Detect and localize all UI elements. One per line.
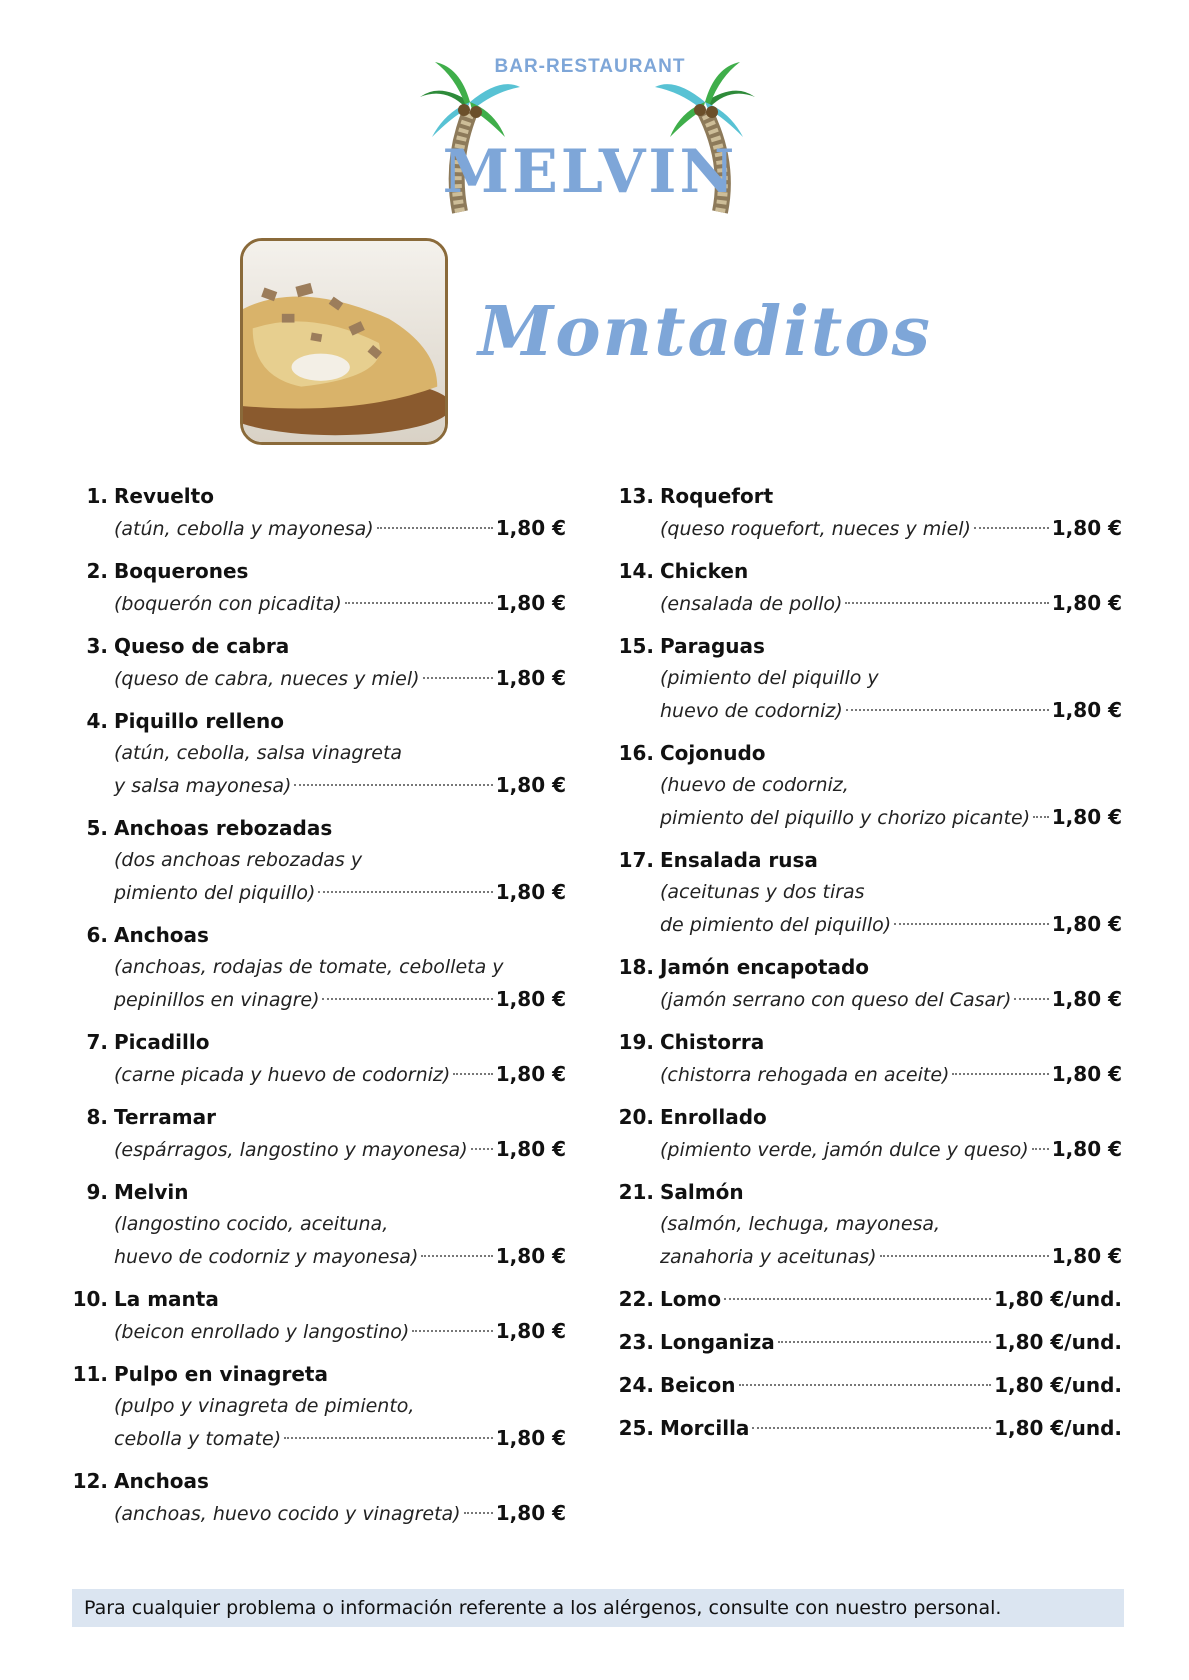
item-spacer xyxy=(612,726,1122,737)
dotted-leader xyxy=(453,1073,492,1075)
menu-item-name: Longaniza xyxy=(660,1330,775,1354)
menu-item-description: (langostino cocido, aceituna, xyxy=(114,1213,389,1235)
menu-item-title-row xyxy=(612,844,1122,876)
dotted-leader xyxy=(412,1330,492,1332)
menu-item-name: Revuelto xyxy=(114,484,214,508)
menu-item-number: 25. xyxy=(618,1416,654,1440)
menu-item-name: Salmón xyxy=(660,1180,744,1204)
menu-item xyxy=(66,630,566,694)
item-spacer xyxy=(66,1165,566,1176)
menu-item-title-row xyxy=(66,1358,566,1390)
menu-item-description-line xyxy=(114,951,566,983)
menu-item-description-line xyxy=(660,662,1122,694)
menu-item-number: 22. xyxy=(618,1287,654,1311)
menu-item-description-line xyxy=(114,1497,566,1529)
brand-name-text: MELVIN xyxy=(442,137,738,207)
dotted-leader xyxy=(284,1437,493,1439)
item-spacer xyxy=(612,940,1122,951)
menu-item xyxy=(66,1176,566,1272)
menu-item-description-line xyxy=(660,1208,1122,1240)
menu-item-name: Paraguas xyxy=(660,634,765,658)
menu-item-name: Morcilla xyxy=(660,1416,750,1440)
menu-item-price: 1,80 € xyxy=(495,1319,566,1343)
menu-item xyxy=(612,1326,1122,1358)
menu-item xyxy=(66,812,566,908)
menu-item xyxy=(66,919,566,1015)
menu-item-number: 13. xyxy=(618,484,654,508)
menu-item-description-line xyxy=(660,876,1122,908)
montadito-photo xyxy=(240,238,448,445)
menu-item-description-line xyxy=(660,801,1122,833)
menu-item-description: (dos anchoas rebozadas y xyxy=(114,849,363,871)
menu-item-number: 3. xyxy=(86,634,108,658)
menu-item-number: 24. xyxy=(618,1373,654,1397)
menu-item-description: zanahoria y aceitunas) xyxy=(660,1246,877,1268)
menu-item-description-line xyxy=(114,1422,566,1454)
menu-item-title-row xyxy=(66,1176,566,1208)
menu-item-title-row xyxy=(66,1101,566,1133)
menu-item-name: Melvin xyxy=(114,1180,189,1204)
menu-item-description: huevo de codorniz y mayonesa) xyxy=(114,1246,419,1268)
item-spacer xyxy=(66,1454,566,1465)
menu-item-title-row xyxy=(612,555,1122,587)
menu-item-title-row xyxy=(66,1283,566,1315)
menu-item-number: 2. xyxy=(86,559,108,583)
menu-item-price: 1,80 € xyxy=(495,880,566,904)
menu-item xyxy=(612,555,1122,619)
menu-item-title-row xyxy=(66,919,566,951)
dotted-leader xyxy=(318,891,492,893)
menu-column-left xyxy=(66,480,566,1540)
menu-item-name: Queso de cabra xyxy=(114,634,290,658)
menu-item-description-line xyxy=(660,983,1122,1015)
item-spacer xyxy=(612,1401,1122,1412)
menu-item-description-line xyxy=(660,769,1122,801)
menu-item-description: de pimiento del piquillo) xyxy=(660,914,892,936)
menu-item-description: cebolla y tomate) xyxy=(114,1428,282,1450)
item-spacer xyxy=(612,833,1122,844)
menu-item-price: 1,80 € xyxy=(495,1244,566,1268)
menu-item-number: 14. xyxy=(618,559,654,583)
menu-item-price: 1,80 € xyxy=(495,516,566,540)
item-spacer xyxy=(612,1315,1122,1326)
menu-item-description: (atún, cebolla y mayonesa) xyxy=(114,518,374,540)
menu-item-description: (boquerón con picadita) xyxy=(114,593,342,615)
menu-item-title-row xyxy=(612,480,1122,512)
menu-item-description: pepinillos en vinagre) xyxy=(114,989,320,1011)
menu-item-description-line xyxy=(114,983,566,1015)
menu-item-description-line xyxy=(660,694,1122,726)
menu-item-description-line xyxy=(114,1315,566,1347)
menu-item-title-row xyxy=(66,705,566,737)
menu-item xyxy=(66,480,566,544)
menu-item-price: 1,80 € xyxy=(1051,591,1122,615)
menu-item xyxy=(612,1412,1122,1444)
menu-item-description-line xyxy=(114,1208,566,1240)
dotted-leader xyxy=(471,1148,493,1150)
menu-item-name: Jamón encapotado xyxy=(660,955,870,979)
dotted-leader xyxy=(894,923,1049,925)
menu-item-number: 5. xyxy=(86,816,108,840)
menu-item-name: Anchoas rebozadas xyxy=(114,816,333,840)
menu-item xyxy=(612,951,1122,1015)
item-spacer xyxy=(612,544,1122,555)
menu-item-price: 1,80 € xyxy=(495,1062,566,1086)
item-spacer xyxy=(612,1015,1122,1026)
dotted-leader xyxy=(974,527,1049,529)
menu-item xyxy=(612,844,1122,940)
menu-item-title-row xyxy=(66,812,566,844)
dotted-leader xyxy=(345,602,493,604)
menu-item-description-line xyxy=(114,662,566,694)
dotted-leader xyxy=(880,1255,1049,1257)
menu-item-title-row xyxy=(66,480,566,512)
menu-item-price: 1,80 €/und. xyxy=(994,1330,1122,1354)
menu-item-title-row xyxy=(612,1412,1122,1444)
menu-item-name: Beicon xyxy=(660,1373,736,1397)
item-spacer xyxy=(66,1090,566,1101)
menu-item-description-line xyxy=(114,1133,566,1165)
menu-item-name: Chistorra xyxy=(660,1030,765,1054)
menu-item-title-row xyxy=(612,951,1122,983)
menu-item-description: (anchoas, huevo cocido y vinagreta) xyxy=(114,1503,461,1525)
menu-item-number: 21. xyxy=(618,1180,654,1204)
menu-item-title-row xyxy=(612,1101,1122,1133)
menu-item-number: 18. xyxy=(618,955,654,979)
menu-item xyxy=(612,737,1122,833)
menu-item-price: 1,80 € xyxy=(495,1426,566,1450)
menu-item xyxy=(612,630,1122,726)
menu-item-description-line xyxy=(660,1133,1122,1165)
menu-item-title-row xyxy=(66,1026,566,1058)
menu-item xyxy=(66,1026,566,1090)
menu-item-description-line xyxy=(114,587,566,619)
item-spacer xyxy=(66,1347,566,1358)
menu-item-description-line xyxy=(114,769,566,801)
menu-item-description-line xyxy=(114,844,566,876)
menu-item xyxy=(66,1283,566,1347)
menu-item-price: 1,80 € xyxy=(495,773,566,797)
menu-item-number: 23. xyxy=(618,1330,654,1354)
dotted-leader xyxy=(1014,998,1048,1000)
menu-item-description: (pulpo y vinagreta de pimiento, xyxy=(114,1395,415,1417)
restaurant-logo xyxy=(420,52,760,228)
menu-item-price: 1,80 € xyxy=(495,1137,566,1161)
menu-item-name: Ensalada rusa xyxy=(660,848,818,872)
menu-item-description: huevo de codorniz) xyxy=(660,700,843,722)
menu-item-name: Terramar xyxy=(114,1105,216,1129)
menu-item-number: 6. xyxy=(86,923,108,947)
menu-item-price: 1,80 € xyxy=(495,987,566,1011)
menu-item-price: 1,80 € xyxy=(1051,1244,1122,1268)
dotted-leader xyxy=(752,1427,991,1429)
menu-item-description: (anchoas, rodajas de tomate, cebolleta y xyxy=(114,956,504,978)
item-spacer xyxy=(66,544,566,555)
menu-item-description: (ensalada de pollo) xyxy=(660,593,843,615)
menu-item-price: 1,80 €/und. xyxy=(994,1416,1122,1440)
menu-item-number: 10. xyxy=(72,1287,108,1311)
menu-item-number: 20. xyxy=(618,1105,654,1129)
menu-item-number: 11. xyxy=(72,1362,108,1386)
menu-item-description: (pimiento verde, jamón dulce y queso) xyxy=(660,1139,1029,1161)
menu-item-name: La manta xyxy=(114,1287,219,1311)
menu-item-title-row xyxy=(66,1465,566,1497)
menu-item-number: 1. xyxy=(86,484,108,508)
menu-column-right xyxy=(612,480,1122,1455)
menu-item-price: 1,80 € xyxy=(495,1501,566,1525)
menu-item-title-row xyxy=(612,1283,1122,1315)
menu-item-number: 17. xyxy=(618,848,654,872)
menu-item-description-line xyxy=(660,908,1122,940)
menu-item-description: (aceitunas y dos tiras xyxy=(660,881,865,903)
dotted-leader xyxy=(464,1512,493,1514)
menu-item-number: 4. xyxy=(86,709,108,733)
menu-item-number: 15. xyxy=(618,634,654,658)
menu-item-description: (salmón, lechuga, mayonesa, xyxy=(660,1213,941,1235)
menu-item-name: Lomo xyxy=(660,1287,722,1311)
menu-item xyxy=(66,555,566,619)
menu-item-title-row xyxy=(66,630,566,662)
menu-item-description: (carne picada y huevo de codorniz) xyxy=(114,1064,451,1086)
menu-item-name: Picadillo xyxy=(114,1030,210,1054)
menu-item-description-line xyxy=(660,1058,1122,1090)
menu-item-description-line xyxy=(114,1390,566,1422)
menu-item-description-line xyxy=(660,587,1122,619)
menu-item-description: (beicon enrollado y langostino) xyxy=(114,1321,410,1343)
dotted-leader xyxy=(322,998,492,1000)
menu-item-price: 1,80 € xyxy=(1051,1062,1122,1086)
menu-item-description: (queso roquefort, nueces y miel) xyxy=(660,518,971,540)
dotted-leader xyxy=(778,1341,991,1343)
menu-item-price: 1,80 €/und. xyxy=(994,1287,1122,1311)
menu-item-number: 16. xyxy=(618,741,654,765)
item-spacer xyxy=(66,908,566,919)
menu-item-description-line xyxy=(114,512,566,544)
menu-item-title-row xyxy=(612,1369,1122,1401)
item-spacer xyxy=(66,694,566,705)
menu-item xyxy=(612,1101,1122,1165)
dotted-leader xyxy=(739,1384,992,1386)
menu-item xyxy=(612,1176,1122,1272)
menu-item-description-line xyxy=(660,1240,1122,1272)
menu-item-description: (atún, cebolla, salsa vinagreta xyxy=(114,742,403,764)
item-spacer xyxy=(612,619,1122,630)
menu-item-description: (jamón serrano con queso del Casar) xyxy=(660,989,1012,1011)
menu-item-description-line xyxy=(114,876,566,908)
menu-item-title-row xyxy=(612,737,1122,769)
menu-item-number: 7. xyxy=(86,1030,108,1054)
menu-item-description-line xyxy=(114,737,566,769)
menu-item-price: 1,80 € xyxy=(1051,1137,1122,1161)
item-spacer xyxy=(612,1165,1122,1176)
menu-item-number: 9. xyxy=(86,1180,108,1204)
menu-item-name: Anchoas xyxy=(114,923,209,947)
menu-item-description: (chistorra rehogada en aceite) xyxy=(660,1064,950,1086)
menu-item-description-line xyxy=(660,512,1122,544)
menu-item-description: pimiento del piquillo) xyxy=(114,882,316,904)
menu-item-number: 8. xyxy=(86,1105,108,1129)
dotted-leader xyxy=(845,602,1048,604)
allergen-note: Para cualquier problema o información referente a los alérgenos, consulte con nuestro personal. xyxy=(72,1589,1124,1627)
menu-item-price: 1,80 € xyxy=(1051,516,1122,540)
menu-item-description: pimiento del piquillo y chorizo picante) xyxy=(660,807,1031,829)
menu-item-name: Piquillo relleno xyxy=(114,709,285,733)
menu-item-description-line xyxy=(114,1240,566,1272)
item-spacer xyxy=(612,1444,1122,1455)
menu-item xyxy=(66,705,566,801)
menu-item-title-row xyxy=(612,1326,1122,1358)
item-spacer xyxy=(612,1090,1122,1101)
menu-item-description: (espárragos, langostino y mayonesa) xyxy=(114,1139,468,1161)
menu-item xyxy=(66,1101,566,1165)
page-title: Montaditos xyxy=(478,292,932,372)
item-spacer xyxy=(66,1015,566,1026)
menu-item-title-row xyxy=(66,555,566,587)
menu-item-name: Cojonudo xyxy=(660,741,766,765)
menu-item-name: Enrollado xyxy=(660,1105,767,1129)
dotted-leader xyxy=(1032,1148,1049,1150)
dotted-leader xyxy=(952,1073,1048,1075)
menu-item-number: 19. xyxy=(618,1030,654,1054)
menu-item-name: Chicken xyxy=(660,559,749,583)
menu-item xyxy=(66,1465,566,1529)
dotted-leader xyxy=(1033,816,1049,818)
menu-item-description-line xyxy=(114,1058,566,1090)
menu-item-name: Boquerones xyxy=(114,559,249,583)
menu-item-description: (pimiento del piquillo y xyxy=(660,667,879,689)
menu-item xyxy=(612,1026,1122,1090)
menu-item xyxy=(612,1369,1122,1401)
menu-item-description: (huevo de codorniz, xyxy=(660,774,849,796)
menu-item-description: y salsa mayonesa) xyxy=(114,775,292,797)
dotted-leader xyxy=(846,709,1049,711)
item-spacer xyxy=(612,1272,1122,1283)
menu-item-number: 12. xyxy=(72,1469,108,1493)
menu-item-price: 1,80 € xyxy=(1051,805,1122,829)
menu-item xyxy=(612,1283,1122,1315)
menu-item-price: 1,80 €/und. xyxy=(994,1373,1122,1397)
item-spacer xyxy=(66,619,566,630)
menu-item-title-row xyxy=(612,1176,1122,1208)
dotted-leader xyxy=(294,784,492,786)
dotted-leader xyxy=(377,527,493,529)
menu-item-name: Anchoas xyxy=(114,1469,209,1493)
menu-item-name: Roquefort xyxy=(660,484,774,508)
menu-item-price: 1,80 € xyxy=(1051,698,1122,722)
menu-item-title-row xyxy=(612,630,1122,662)
brand-top-text: BAR-RESTAURANT xyxy=(494,56,686,77)
dotted-leader xyxy=(421,1255,492,1257)
dotted-leader xyxy=(423,677,493,679)
menu-item-description: (queso de cabra, nueces y miel) xyxy=(114,668,420,690)
item-spacer xyxy=(66,801,566,812)
menu-item-price: 1,80 € xyxy=(1051,987,1122,1011)
menu-item-price: 1,80 € xyxy=(495,591,566,615)
item-spacer xyxy=(66,1272,566,1283)
item-spacer xyxy=(66,1529,566,1540)
menu-item xyxy=(66,1358,566,1454)
menu-item-name: Pulpo en vinagreta xyxy=(114,1362,328,1386)
menu-item xyxy=(612,480,1122,544)
menu-item-title-row xyxy=(612,1026,1122,1058)
menu-item-price: 1,80 € xyxy=(495,666,566,690)
dotted-leader xyxy=(724,1298,991,1300)
item-spacer xyxy=(612,1358,1122,1369)
menu-item-price: 1,80 € xyxy=(1051,912,1122,936)
